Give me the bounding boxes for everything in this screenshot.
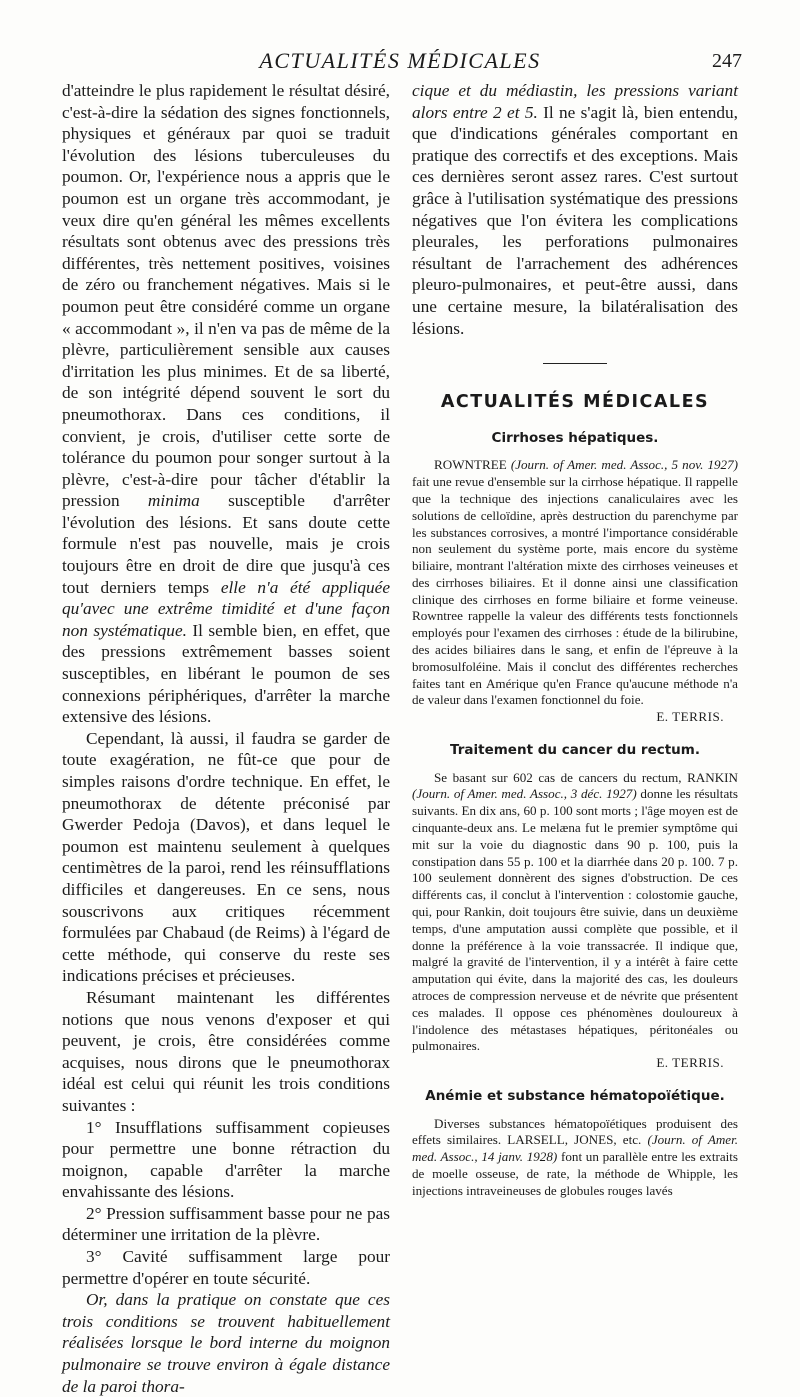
continuation-paragraph — [412, 80, 738, 339]
paragraph-4 — [62, 1289, 390, 1397]
condition-1: 1° Insufflations suffisamment copieuses pour permettre une bonne rétraction du moignon, capable d'arrêter la marche envahissante des lésions. — [62, 1117, 390, 1202]
article-anemie — [412, 1116, 738, 1200]
article-title-rectum: Traitement du cancer du rectum. — [450, 742, 700, 759]
signature: E. TERRIS. — [656, 1055, 724, 1071]
condition-3: 3° Cavité suffisamment large pour permettre d'opérer en toute sécurité. — [62, 1247, 390, 1288]
article-title-cirrhoses: Cirrhoses hépatiques. — [491, 429, 659, 446]
body-rowntree: fait une revue d'ensemble sur la cirrhose hépatique. Il rappelle que la technique des injections canaliculaires avec les solutions de celloïdine, après destruction du parenchyme par les substances corrosives, a montré l'importance considérable non seulement du système porte, mais encore du système biliaire, montrant l'altération mixte des cirrhoses veineuses et des cirrhoses biliaires. Et il donne ainsi une classification clinique des cirrhoses en forme biliaire et forme veineuse. Rowntree rappelle la valeur des différents tests fonctionnels employés pour l'examen des cirrhoses : étude de la bilirubine, des acides biliaires dans le sang, et enfin de l'épreuve à la bromosulfoléine. Mais il conclut des différentes recherches faites tant en Amérique qu'en France qu'aucune méthode n'a de valeur dans l'examen fonctionnel du foie. — [412, 474, 738, 708]
article-anemie-body — [412, 1116, 738, 1200]
citation-rowntree: (Journ. of Amer. med. Assoc., 5 nov. 1927) — [510, 457, 738, 473]
article-title-anemie: Anémie et substance hématopoïétique. — [425, 1088, 725, 1104]
p1-italic-2: elle n'a été appliquée qu'avec une extrême timidité et d'une façon non systématique. — [62, 577, 390, 640]
author-rowntree: ROWNTREE — [434, 457, 507, 473]
continuation-text: Il ne s'agit là, bien entendu, que d'indications générales comportant en pratique des correctifs et des exceptions. Mais ces dernières seront assez rares. C'est surtout grâce à l'utilisation systématique des pressions négatives que l'on évitera les complications pleurales, les perforations pulmonaires résultant de l'arrachement des adhérences pleuro-pulmonaires, et peut-être aussi, dans une certaine mesure, la bilatéralisation des lésions. — [412, 102, 738, 338]
p1-end: Il semble bien, en effet, que des pressions extrêmement basses soient susceptibles, en libérant le poumon de ses connexions périphériques, d'arrêter la marche extensive des lésions. — [62, 620, 390, 727]
citation-rankin: (Journ. of Amer. med. Assoc., 3 déc. 1927) — [412, 786, 637, 802]
right-column — [412, 80, 738, 1200]
signature-line — [412, 1055, 738, 1072]
signature: E. TERRIS. — [656, 709, 724, 725]
page-number: 247 — [712, 50, 742, 72]
running-head — [0, 48, 800, 76]
p4-italic: Or, dans la pratique on constate que ces trois conditions se trouvent habituellement réalisées lorsque le bord interne du moignon pulmonaire se trouve environ à égale distance de la paroi thora- — [62, 1290, 390, 1396]
paragraph-2: Cependant, là aussi, il faudra se garder de toute exagération, ne fût-ce que pour de simples raisons d'ordre technique. En effet, le pneumothorax de détente préconisé par Gwerder Pedoja (Davos), et dans lequel le poumon est maintenu seulement à quelques centimètres de la paroi, rend les réinsufflations difficiles et dangereuses. En ce sens, nous souscrivons aux critiques récemment formulées par Chabaud (de Reims) à l'égard de cette méthode, qui conserve du reste ses indications précises et précieuses. — [62, 728, 390, 986]
section-title: ACTUALITÉS MÉDICALES — [440, 392, 710, 413]
article-cirrhoses-body — [412, 457, 738, 709]
section-divider — [543, 363, 607, 364]
citation-anemie: (Journ. of Amer. med. Assoc., 14 janv. 1928) — [412, 1132, 738, 1165]
running-title: ACTUALITÉS MÉDICALES — [259, 48, 541, 73]
article-cirrhoses — [412, 457, 738, 726]
body-start-anemie: Diverses substances hématopoïétiques produisent des effets similaires. LARSELL, JONES, etc. — [412, 1115, 738, 1148]
lead-rankin: Se basant sur 602 cas de cancers du rectum, RANKIN — [434, 769, 738, 785]
paragraph-1 — [62, 80, 390, 728]
p1-italic: minima — [147, 491, 200, 511]
paragraph-3: Résumant maintenant les différentes notions que nous venons d'exposer et qui peuvent, je crois, être considérées comme acquises, nous dirons que le pneumothorax idéal est celui qui réunit les trois conditions suivantes : — [62, 987, 390, 1115]
p1-cont: susceptible d'arrêter l'évolution des lésions. Et sans doute cette formule n'est pas nouvelle, mais je crois toujours être en droit de dire que jusqu'à ces tout derniers temps — [62, 491, 390, 597]
article-rectum — [412, 770, 738, 1072]
article-rectum-body — [412, 770, 738, 1056]
left-column — [62, 80, 390, 1397]
condition-2: 2° Pression suffisamment basse pour ne pas déterminer une irritation de la plèvre. — [62, 1203, 390, 1245]
continuation-italic: cique et du médiastin, les pressions variant alors entre 2 et 5. — [412, 81, 738, 122]
p1-text: d'atteindre le plus rapidement le résultat désiré, c'est-à-dire la sédation des signes fonctionnels, physiques et généraux par quoi se traduit l'évolution des lésions tuberculeuses du poumon. Or, l'expérience nous a appris que le poumon est un organe très accommodant, je veux dire qu'en général les mêmes excellents résultats sont obtenus avec des pressions très différentes, très nettement positives, voisines de zéro ou franchement négatives. Mais si le poumon peut être considéré comme un organe « accommodant », il n'en va pas de même de la plèvre, particulièrement sensible aux causes d'irritation les plus minimes. Et de sa liberté, de son intégrité dépend souvent le sort du pneumothorax. Dans ces conditions, il convient, je crois, d'utiliser cette sorte de tolérance du poumon pour songer surtout à la plèvre, c'est-à-dire pour tâcher d'établir la pression — [62, 81, 390, 511]
body-rankin: donne les résultats suivants. En dix ans, 60 p. 100 sont morts ; l'âge moyen est de cinquante-deux ans. Le melæna fut le premier symptôme qui mit sur la voie du diagnostic dans 90 p. 100, puis la constipation dans 55 p. 100 et la diarrhée dans 20 p. 100. 7 p. 100 seulement donnèrent des signes d'obstruction. De ces différents cas, il conclut à l'intervention : colostomie gauche, qui, pour Rankin, doit toujours être suivie, dans un deuxième temps, d'une amputation aussi complète que possible, et il donne la préférence à la voie transsacrée. Il indique que, malgré la gravité de l'intervention, il y a intérêt à faire cette amputation qui évite, dans la majorité des cas, les douleurs atroces de compression nerveuse et de névrite que présentent ces malades. Il oppose ces phénomènes douloureux à l'indolence des métastases hépatiques, péritonéales ou pulmonaires. — [412, 786, 738, 1054]
body-anemie: font un parallèle entre les extraits de moelle osseuse, de rate, la méthode de Whipple, les injections intraveineuses de globules rouges lavés — [412, 1149, 739, 1198]
signature-line — [412, 709, 738, 726]
